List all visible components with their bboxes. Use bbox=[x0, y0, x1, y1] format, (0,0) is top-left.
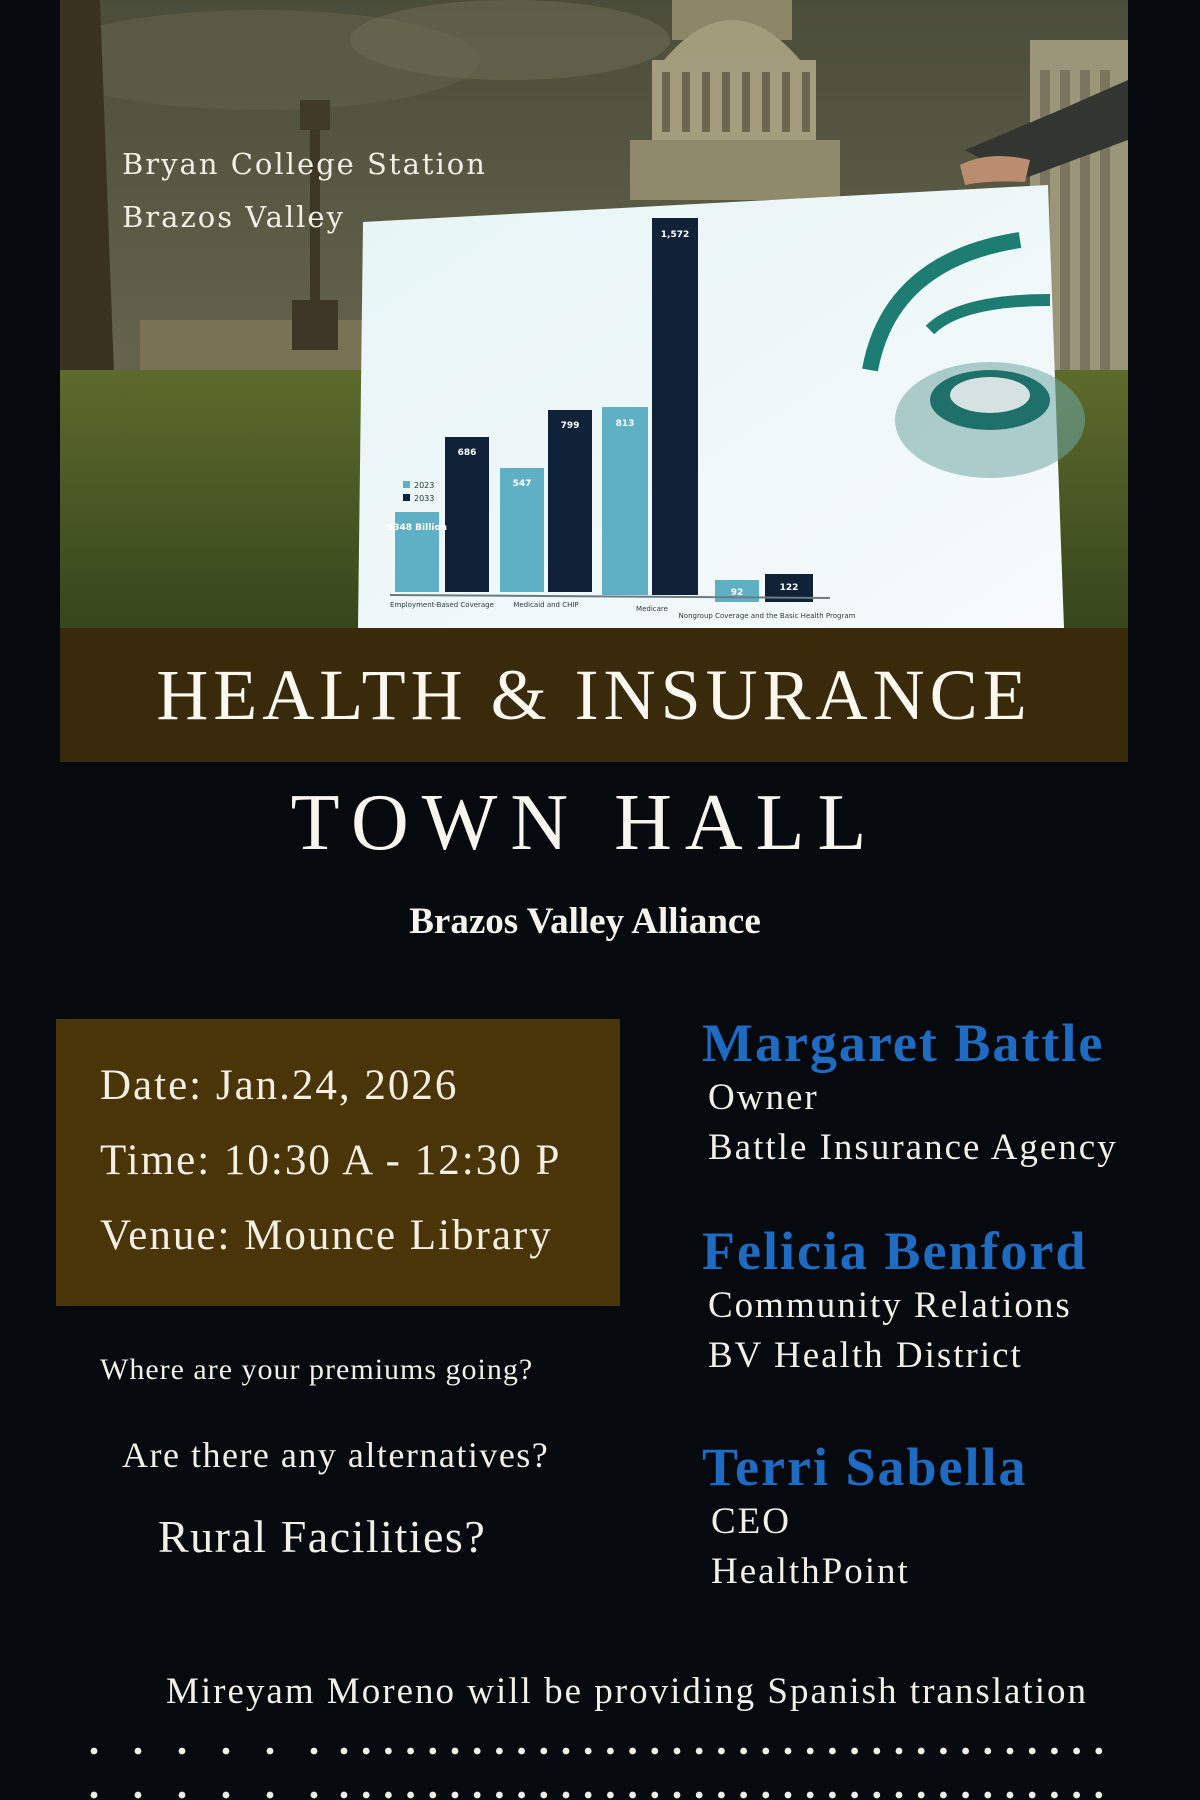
decorative-dot bbox=[1051, 1792, 1058, 1799]
value-label: 122 bbox=[779, 583, 799, 593]
decorative-dot bbox=[629, 1792, 636, 1799]
decorative-dot bbox=[718, 1748, 725, 1755]
decorative-dot bbox=[540, 1792, 547, 1799]
legend-swatch-2023 bbox=[403, 481, 410, 488]
decorative-dot bbox=[311, 1748, 318, 1755]
event-date: Date: Jan.24, 2026 bbox=[100, 1062, 459, 1109]
decorative-dot bbox=[363, 1792, 370, 1799]
category-label: Employment-Based Coverage bbox=[390, 601, 494, 609]
decorative-dot bbox=[718, 1792, 725, 1799]
legend-2033: 2033 bbox=[414, 494, 435, 503]
decorative-dot bbox=[851, 1748, 858, 1755]
decorative-dot bbox=[1029, 1792, 1036, 1799]
decorative-dot bbox=[135, 1792, 142, 1799]
value-label: 686 bbox=[457, 448, 477, 458]
decorative-dot bbox=[962, 1748, 969, 1755]
decorative-dot bbox=[407, 1792, 414, 1799]
capitol-photo-illustration bbox=[60, 0, 1128, 628]
category-label: Nongroup Coverage and the Basic Health Program bbox=[678, 612, 856, 620]
decorative-dot bbox=[674, 1792, 681, 1799]
decorative-dot bbox=[607, 1748, 614, 1755]
decorative-dot bbox=[940, 1792, 947, 1799]
decorative-dot bbox=[223, 1748, 230, 1755]
question-premiums: Where are your premiums going? bbox=[100, 1353, 534, 1386]
decorative-dot bbox=[873, 1792, 880, 1799]
decorative-dot bbox=[962, 1792, 969, 1799]
decorative-dot bbox=[1073, 1792, 1080, 1799]
decorative-dot bbox=[1007, 1792, 1014, 1799]
speaker-card bbox=[702, 1013, 1118, 1173]
decorative-dot bbox=[474, 1792, 481, 1799]
title-banner bbox=[60, 628, 1128, 762]
decorative-dot bbox=[496, 1792, 503, 1799]
decorative-dot bbox=[785, 1792, 792, 1799]
decorative-dot bbox=[385, 1792, 392, 1799]
category-label: Medicaid and CHIP bbox=[513, 601, 579, 609]
value-label: 1,572 bbox=[660, 230, 690, 240]
speaker-title: CEO bbox=[711, 1501, 791, 1542]
decorative-dot bbox=[940, 1748, 947, 1755]
decorative-dot bbox=[585, 1792, 592, 1799]
decorative-dot bbox=[1007, 1748, 1014, 1755]
event-details-box bbox=[56, 1019, 620, 1306]
decorative-dot bbox=[429, 1792, 436, 1799]
decorative-dot bbox=[984, 1792, 991, 1799]
decorative-dot bbox=[135, 1748, 142, 1755]
decorative-dot bbox=[762, 1748, 769, 1755]
decorative-dot bbox=[629, 1748, 636, 1755]
event-venue: Venue: Mounce Library bbox=[100, 1212, 553, 1259]
decorative-dot bbox=[179, 1748, 186, 1755]
decorative-dot bbox=[851, 1792, 858, 1799]
speaker-title: Community Relations bbox=[708, 1285, 1072, 1326]
hero-photo bbox=[60, 0, 1128, 628]
event-subtitle: TOWN HALL bbox=[290, 779, 880, 867]
value-label: 547 bbox=[512, 479, 532, 489]
decorative-dot bbox=[873, 1748, 880, 1755]
decorative-dot bbox=[1095, 1792, 1102, 1799]
value-label: 813 bbox=[615, 419, 635, 429]
bar-2023-medicare bbox=[602, 407, 648, 595]
decorative-dot bbox=[674, 1748, 681, 1755]
decorative-dot bbox=[363, 1748, 370, 1755]
decorative-dot bbox=[518, 1792, 525, 1799]
decorative-dot bbox=[385, 1748, 392, 1755]
location-block bbox=[122, 138, 487, 244]
decorative-dot bbox=[474, 1748, 481, 1755]
decorative-dot bbox=[696, 1792, 703, 1799]
decorative-dot bbox=[807, 1748, 814, 1755]
decorative-dot bbox=[179, 1792, 186, 1799]
decorative-dot bbox=[785, 1748, 792, 1755]
decorative-dot bbox=[696, 1748, 703, 1755]
decorative-dot bbox=[407, 1748, 414, 1755]
location-city: Bryan College Station bbox=[122, 147, 487, 181]
event-time: Time: 10:30 A - 12:30 P bbox=[100, 1137, 562, 1184]
decorative-dot bbox=[896, 1792, 903, 1799]
speaker-name: Terri Sabella bbox=[702, 1437, 1028, 1497]
decorative-dot bbox=[518, 1748, 525, 1755]
decorative-dot bbox=[267, 1792, 274, 1799]
decorative-dot bbox=[311, 1792, 318, 1799]
decorative-dot bbox=[540, 1748, 547, 1755]
legend-swatch-2033 bbox=[403, 494, 410, 501]
decorative-dot bbox=[829, 1792, 836, 1799]
decorative-dot bbox=[563, 1748, 570, 1755]
event-title: HEALTH & INSURANCE bbox=[156, 654, 1032, 735]
speaker-name: Margaret Battle bbox=[702, 1013, 1105, 1073]
decorative-dot bbox=[585, 1748, 592, 1755]
decorative-dot bbox=[341, 1748, 348, 1755]
decorative-dot bbox=[740, 1792, 747, 1799]
value-label: 92 bbox=[730, 588, 744, 598]
decorative-dot bbox=[1073, 1748, 1080, 1755]
decorative-dot bbox=[223, 1792, 230, 1799]
decorative-dot bbox=[651, 1792, 658, 1799]
decorative-dot bbox=[91, 1792, 98, 1799]
organizer-name: Brazos Valley Alliance bbox=[409, 901, 761, 942]
decorative-dot bbox=[984, 1748, 991, 1755]
decorative-dot bbox=[429, 1748, 436, 1755]
category-label: Medicare bbox=[636, 605, 668, 613]
legend-2023: 2023 bbox=[414, 481, 435, 490]
decorative-dot bbox=[896, 1748, 903, 1755]
question-rural-facilities: Rural Facilities? bbox=[158, 1511, 487, 1562]
decorative-dot bbox=[91, 1748, 98, 1755]
value-first-label: $348 Billion bbox=[387, 523, 447, 533]
decorative-dot bbox=[496, 1748, 503, 1755]
decorative-dot bbox=[740, 1748, 747, 1755]
decorative-dot bbox=[1029, 1748, 1036, 1755]
speaker-name: Felicia Benford bbox=[702, 1221, 1088, 1281]
decorative-dot bbox=[807, 1792, 814, 1799]
decorative-dot bbox=[829, 1748, 836, 1755]
bar-2033-employment bbox=[445, 437, 489, 592]
decorative-dot bbox=[341, 1792, 348, 1799]
speaker-card bbox=[702, 1221, 1087, 1381]
bar-2033-medicare bbox=[652, 218, 698, 595]
speaker-organization: BV Health District bbox=[708, 1335, 1023, 1376]
decorative-dot bbox=[1051, 1748, 1058, 1755]
value-label: 799 bbox=[560, 421, 580, 431]
decorative-dot bbox=[452, 1792, 459, 1799]
question-alternatives: Are there any alternatives? bbox=[122, 1435, 550, 1475]
decorative-dot bbox=[918, 1748, 925, 1755]
decorative-dot bbox=[651, 1748, 658, 1755]
decorative-dot bbox=[762, 1792, 769, 1799]
decorative-dot bbox=[267, 1748, 274, 1755]
decorative-dot bbox=[918, 1792, 925, 1799]
location-region: Brazos Valley bbox=[122, 200, 345, 234]
decorative-dot-pattern bbox=[84, 1741, 1120, 1800]
speaker-card bbox=[702, 1437, 1028, 1597]
speaker-title: Owner bbox=[708, 1077, 819, 1118]
speaker-organization: Battle Insurance Agency bbox=[708, 1127, 1118, 1168]
decorative-dot bbox=[1095, 1748, 1102, 1755]
decorative-dot bbox=[452, 1748, 459, 1755]
decorative-dot bbox=[563, 1792, 570, 1799]
translation-note: Mireyam Moreno will be providing Spanish translation bbox=[166, 1671, 1088, 1712]
decorative-dot bbox=[607, 1792, 614, 1799]
speaker-organization: HealthPoint bbox=[711, 1551, 910, 1592]
bar-2033-medicaid bbox=[548, 410, 592, 592]
